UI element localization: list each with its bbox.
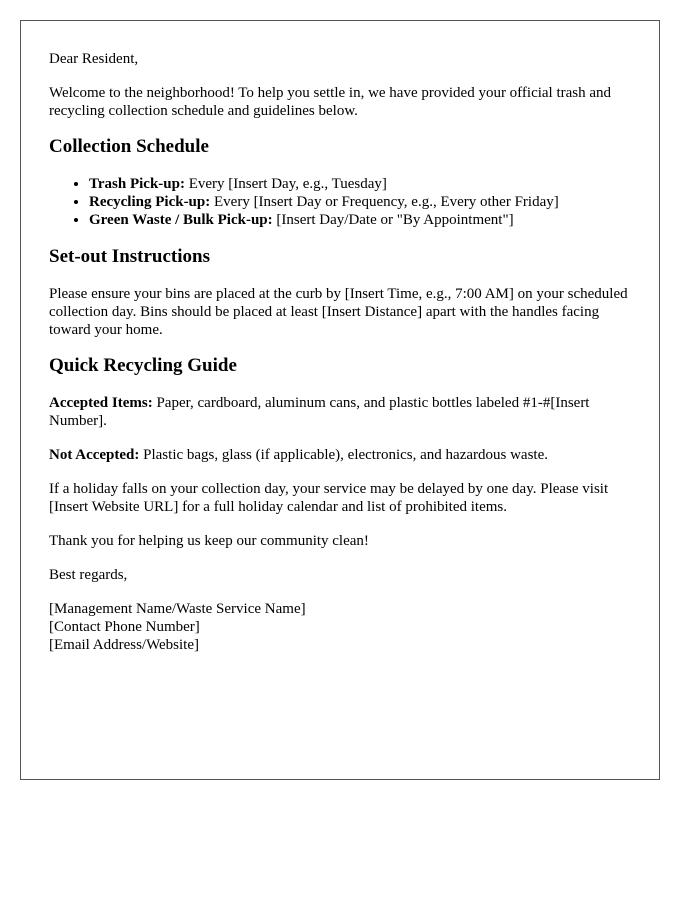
accepted-items-label: Accepted Items: xyxy=(49,395,153,411)
letter-page xyxy=(20,20,660,780)
signature-phone: [Contact Phone Number] xyxy=(49,619,200,635)
recycling-pickup-label: Recycling Pick-up: xyxy=(89,194,211,210)
setout-instructions-text: Please ensure your bins are placed at the curb by [Insert Time, e.g., 7:00 AM] on your scheduled collection day. Bins should be placed at least [Insert Distance] apart with the handles facing toward your home. xyxy=(49,286,628,338)
closing-line: Best regards, xyxy=(49,567,128,583)
holiday-note: If a holiday falls on your collection day, your service may be delayed by one day. Please visit [Insert Website URL] for a full holiday calendar and list of prohibited items. xyxy=(49,481,609,515)
greeting: Dear Resident, xyxy=(49,51,139,67)
accepted-items-text: Paper, cardboard, aluminum cans, and plastic bottles labeled #1-#[Insert Number]. xyxy=(49,395,590,429)
trash-pickup-label: Trash Pick-up: xyxy=(89,176,185,192)
collection-schedule-heading: Collection Schedule xyxy=(49,136,209,157)
signature-name: [Management Name/Waste Service Name] xyxy=(49,601,306,617)
accepted-items-paragraph xyxy=(49,394,631,430)
intro-paragraph: Welcome to the neighborhood! To help you settle in, we have provided your official trash and recycling collection schedule and guidelines below. xyxy=(49,85,612,119)
setout-instructions-heading: Set-out Instructions xyxy=(49,246,210,267)
not-accepted-text: Plastic bags, glass (if applicable), electronics, and hazardous waste. xyxy=(139,447,549,463)
signature-email: [Email Address/Website] xyxy=(49,637,200,653)
recycling-pickup-value: Every [Insert Day or Frequency, e.g., Every other Friday] xyxy=(210,194,559,210)
list-item xyxy=(89,175,631,193)
collection-schedule-list xyxy=(49,175,631,229)
green-waste-label: Green Waste / Bulk Pick-up: xyxy=(89,212,273,228)
trash-pickup-value: Every [Insert Day, e.g., Tuesday] xyxy=(184,176,387,192)
green-waste-value: [Insert Day/Date or "By Appointment"] xyxy=(272,212,514,228)
list-item xyxy=(89,193,631,211)
list-item xyxy=(89,211,631,229)
signature-block xyxy=(49,600,631,654)
recycling-guide-heading: Quick Recycling Guide xyxy=(49,355,237,376)
not-accepted-label: Not Accepted: xyxy=(49,447,140,463)
thanks-line: Thank you for helping us keep our community clean! xyxy=(49,533,369,549)
not-accepted-paragraph xyxy=(49,446,631,464)
